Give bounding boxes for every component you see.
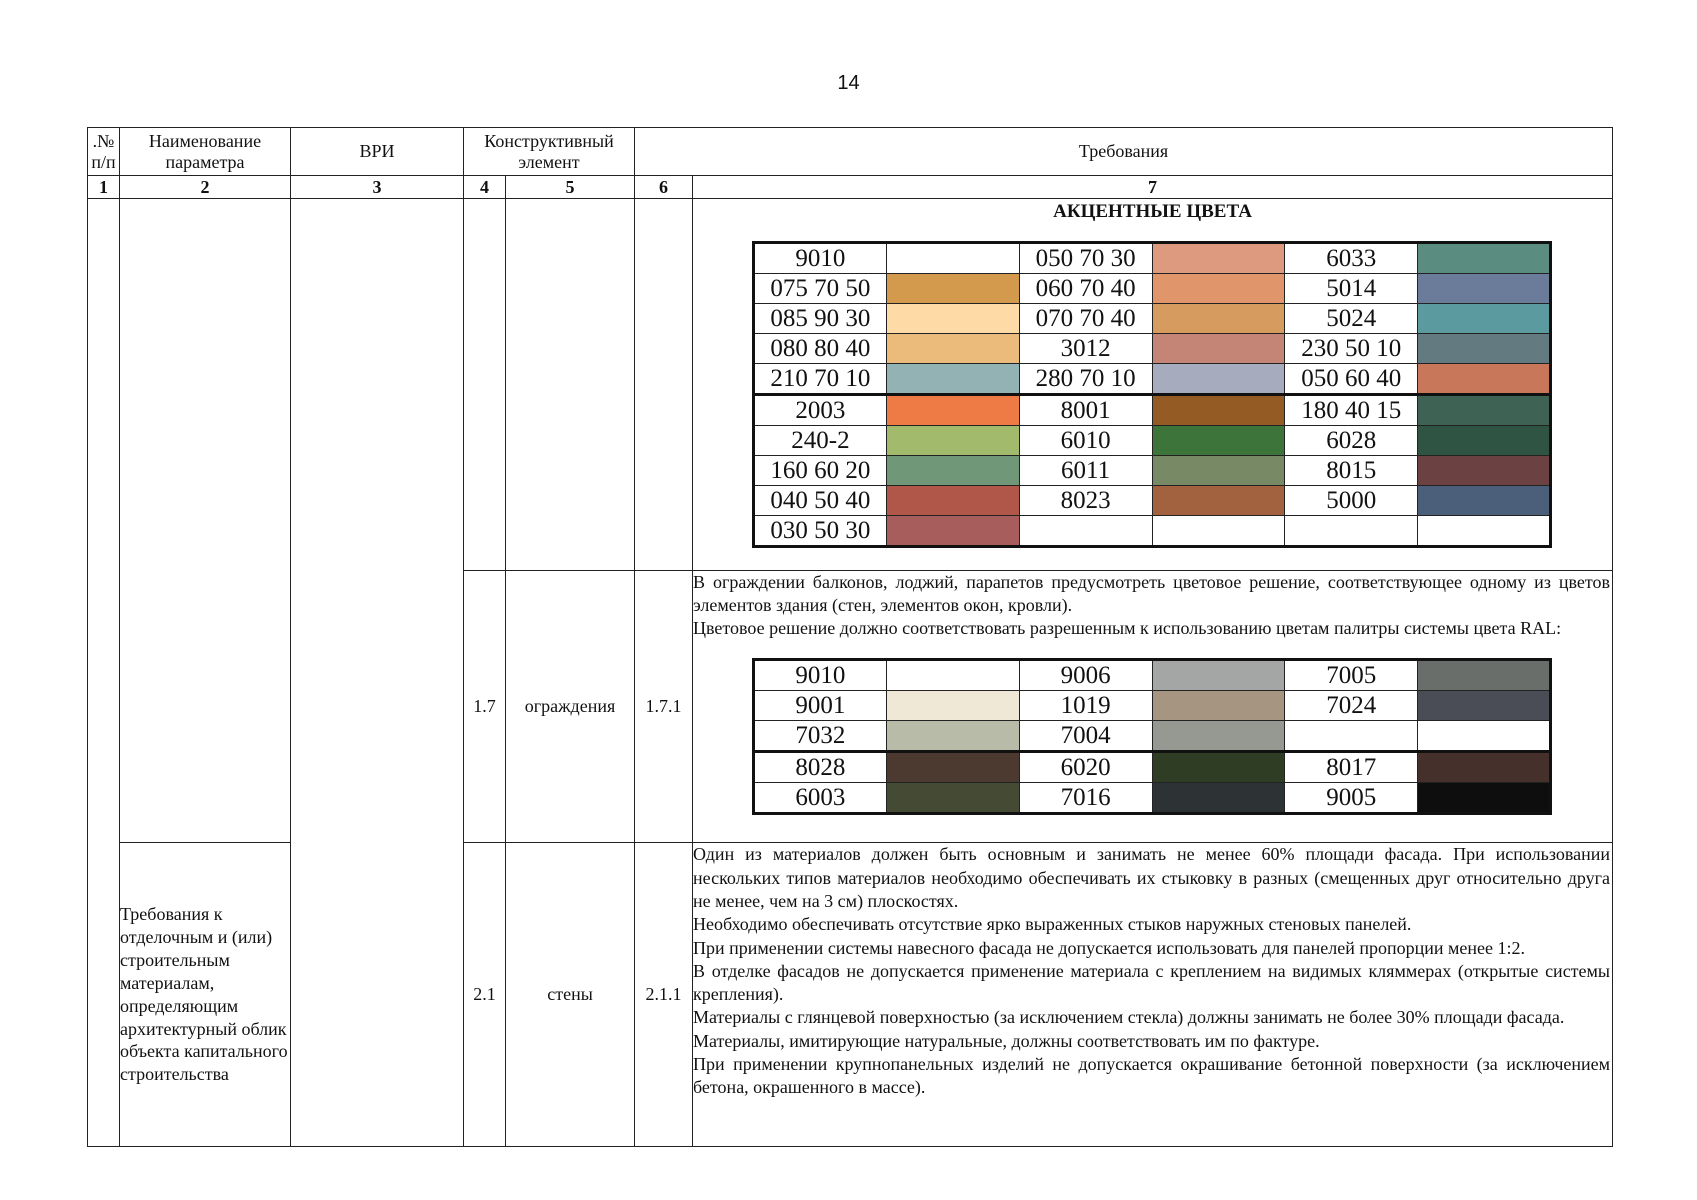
param-name-text: Требования к отделочным и (или) строительным материалам, определяющим архитектурный облик объекта капитального строительства (120, 904, 288, 1085)
swatch-row (754, 395, 1551, 426)
item-cell-empty (635, 199, 693, 571)
requirement-paragraph: Цветовое решение должно соответствовать разрешенным к использованию цветам палитры системы цвета RAL: (693, 618, 1562, 639)
color-code: 060 70 40 (1019, 274, 1152, 304)
color-code: 8015 (1285, 456, 1418, 486)
element-name: ограждения (506, 570, 635, 843)
requirements-text (693, 571, 1612, 641)
header-param-name: Наименование параметра (120, 128, 291, 176)
swatch-row (754, 364, 1551, 395)
element-name: стены (506, 843, 635, 1147)
color-code: 8001 (1019, 395, 1152, 426)
header-row (88, 128, 1613, 176)
requirement-paragraph: При применении крупнопанельных изделий не допускается окрашивание бетонной поверхности (за исключением бетона, окрашенного в массе). (693, 1054, 1611, 1098)
requirements-cell-1-7 (693, 570, 1613, 843)
color-code: 080 80 40 (754, 334, 887, 364)
color-swatch (1418, 720, 1551, 751)
color-swatch (1152, 516, 1285, 547)
color-code: 030 50 30 (754, 516, 887, 547)
color-swatch (1152, 304, 1285, 334)
requirement-paragraph: Необходимо обеспечивать отсутствие ярко выраженных стыков наружных стеновых панелей. (693, 914, 1412, 935)
swatch-row (754, 690, 1551, 720)
color-code: 8023 (1019, 486, 1152, 516)
color-swatch (886, 486, 1019, 516)
accent-colors-cell (693, 199, 1613, 571)
color-swatch (886, 456, 1019, 486)
color-swatch (1418, 751, 1551, 782)
color-swatch (1152, 659, 1285, 690)
requirement-paragraph: Один из материалов должен быть основным и занимать не менее 60% площади фасада. При использовании нескольких типов материалов необходимо обеспечивать их стыковку в разных (смещенных друг относительно друга не менее, чем на 3 см) плоскостях. (693, 844, 1611, 911)
color-swatch (1418, 304, 1551, 334)
color-code (1019, 516, 1152, 547)
swatch-row (754, 516, 1551, 547)
color-swatch (1152, 486, 1285, 516)
color-swatch (1152, 334, 1285, 364)
color-swatch (886, 334, 1019, 364)
header-constructive-element: Конструктивный элемент (464, 128, 635, 176)
color-swatch (886, 690, 1019, 720)
color-swatch (886, 243, 1019, 274)
color-code: 2003 (754, 395, 887, 426)
color-code: 230 50 10 (1285, 334, 1418, 364)
color-code: 240-2 (754, 426, 887, 456)
accent-colors-title: АКЦЕНТНЫЕ ЦВЕТА (1053, 201, 1252, 223)
color-code (1285, 516, 1418, 547)
color-code: 1019 (1019, 690, 1152, 720)
requirement-paragraph: В ограждении балконов, лоджий, парапетов предусмотреть цветовое решение, соответствующее одному из цветов элементов здания (стен, элементов окон, кровли). (693, 571, 1611, 616)
color-code: 040 50 40 (754, 486, 887, 516)
color-swatch (1418, 395, 1551, 426)
color-code: 6003 (754, 782, 887, 813)
param-name (120, 843, 291, 1147)
swatch-row (754, 274, 1551, 304)
color-swatch (1418, 426, 1551, 456)
item-number: 1.7.1 (635, 570, 693, 843)
color-code: 7024 (1285, 690, 1418, 720)
color-code: 3012 (1019, 334, 1152, 364)
color-swatch (886, 304, 1019, 334)
section-number: 1.7 (464, 570, 506, 843)
color-code: 7032 (754, 720, 887, 751)
color-swatch (1152, 720, 1285, 751)
color-swatch (1152, 751, 1285, 782)
color-swatch (1152, 690, 1285, 720)
header-number: .№ п/п (88, 128, 120, 176)
color-swatch (1418, 659, 1551, 690)
accent-swatch-table (752, 241, 1552, 548)
column-numbers-row (88, 176, 1613, 199)
color-swatch (1152, 274, 1285, 304)
color-code: 5000 (1285, 486, 1418, 516)
color-code: 280 70 10 (1019, 364, 1152, 395)
color-swatch (886, 426, 1019, 456)
color-swatch (1418, 782, 1551, 813)
color-swatch (1152, 364, 1285, 395)
column-number: 7 (693, 176, 1613, 199)
swatch-row (754, 659, 1551, 690)
header-requirements: Требования (635, 128, 1613, 176)
requirement-paragraph: В отделке фасадов не допускается применение материала с креплением на видимых кляммерах (открытые системы крепления). (693, 960, 1611, 1005)
color-code: 180 40 15 (1285, 395, 1418, 426)
color-code: 6010 (1019, 426, 1152, 456)
page-number: 14 (837, 72, 860, 94)
column-number: 5 (506, 176, 635, 199)
swatch-row (754, 456, 1551, 486)
color-code: 6011 (1019, 456, 1152, 486)
column-number: 4 (464, 176, 506, 199)
color-swatch (1418, 516, 1551, 547)
column-number: 1 (88, 176, 120, 199)
swatch-row (754, 426, 1551, 456)
swatch-row (754, 334, 1551, 364)
color-swatch (886, 516, 1019, 547)
swatch-row (754, 782, 1551, 813)
color-code: 5014 (1285, 274, 1418, 304)
color-code: 8028 (754, 751, 887, 782)
color-code: 8017 (1285, 751, 1418, 782)
color-code: 7004 (1019, 720, 1152, 751)
color-code: 9001 (754, 690, 887, 720)
color-code: 085 90 30 (754, 304, 887, 334)
color-swatch (886, 395, 1019, 426)
color-swatch (886, 782, 1019, 813)
swatch-row (754, 243, 1551, 274)
color-code: 9006 (1019, 659, 1152, 690)
color-swatch (886, 751, 1019, 782)
color-swatch (1418, 364, 1551, 395)
vri-cell (291, 199, 464, 1147)
color-swatch (1152, 426, 1285, 456)
color-swatch (1152, 456, 1285, 486)
color-swatch (1418, 456, 1551, 486)
column-number: 6 (635, 176, 693, 199)
color-swatch (886, 659, 1019, 690)
swatch-row (754, 486, 1551, 516)
color-swatch (886, 720, 1019, 751)
section-cell-empty (464, 199, 506, 571)
requirements-text (693, 843, 1612, 1099)
color-swatch (886, 274, 1019, 304)
color-swatch (1418, 243, 1551, 274)
column-number: 2 (120, 176, 291, 199)
color-swatch (1152, 782, 1285, 813)
color-swatch (1418, 486, 1551, 516)
section-number: 2.1 (464, 843, 506, 1147)
color-swatch (1152, 243, 1285, 274)
color-code: 050 70 30 (1019, 243, 1152, 274)
color-code: 5024 (1285, 304, 1418, 334)
color-swatch (1152, 395, 1285, 426)
color-swatch (1418, 274, 1551, 304)
color-code: 9010 (754, 243, 887, 274)
color-code: 160 60 20 (754, 456, 887, 486)
color-code (1285, 720, 1418, 751)
color-swatch (1418, 334, 1551, 364)
column-number: 3 (291, 176, 464, 199)
color-code: 7016 (1019, 782, 1152, 813)
header-vri: ВРИ (291, 128, 464, 176)
color-code: 6020 (1019, 751, 1152, 782)
color-code: 7005 (1285, 659, 1418, 690)
color-code: 9005 (1285, 782, 1418, 813)
color-code: 6028 (1285, 426, 1418, 456)
swatch-row (754, 304, 1551, 334)
item-number: 2.1.1 (635, 843, 693, 1147)
color-swatch (886, 364, 1019, 395)
swatch-row (754, 751, 1551, 782)
element-cell-empty (506, 199, 635, 571)
requirements-table (87, 127, 1613, 1147)
color-code: 9010 (754, 659, 887, 690)
swatch-row (754, 720, 1551, 751)
color-code: 210 70 10 (754, 364, 887, 395)
requirement-paragraph: Материалы с глянцевой поверхностью (за исключением стекла) должны занимать не более 30% площади фасада. (693, 1007, 1565, 1028)
color-code: 6033 (1285, 243, 1418, 274)
requirement-paragraph: При применении системы навесного фасада не допускается использовать для панелей пропорции менее 1:2. (693, 937, 1525, 958)
color-swatch (1418, 690, 1551, 720)
requirements-cell-2-1 (693, 843, 1613, 1147)
number-cell (88, 199, 120, 1147)
param-name-cell-empty (120, 199, 291, 843)
requirement-paragraph: Материалы, имитирующие натуральные, должны соответствовать им по фактуре. (693, 1030, 1320, 1051)
ral-swatch-table (752, 658, 1552, 815)
color-code: 070 70 40 (1019, 304, 1152, 334)
color-code: 050 60 40 (1285, 364, 1418, 395)
accent-colors-row (88, 199, 1613, 571)
color-code: 075 70 50 (754, 274, 887, 304)
